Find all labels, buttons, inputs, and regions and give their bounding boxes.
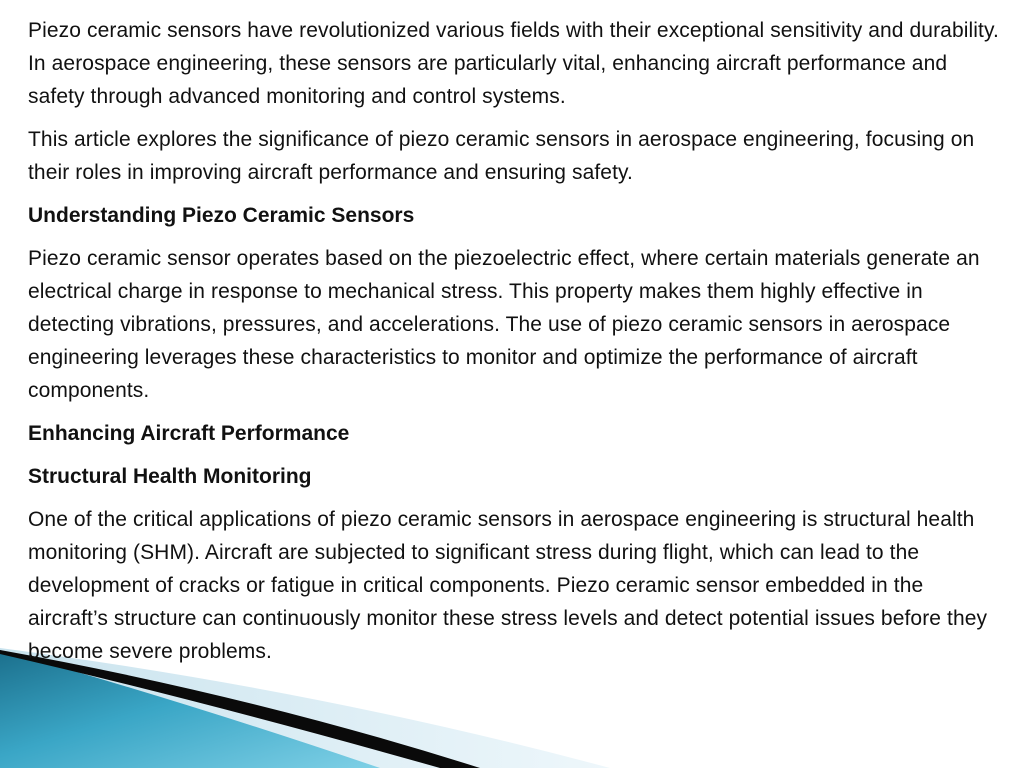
article-paragraph: This article explores the significance of piezo ceramic sensors in aerospace engineering, focusing on their roles in improving aircraft performance and ensuring safety. — [28, 128, 975, 184]
heading-understanding: Understanding Piezo Ceramic Sensors — [28, 204, 415, 227]
heading-performance: Enhancing Aircraft Performance — [28, 422, 350, 445]
slide-content — [28, 14, 1003, 678]
heading-shm: Structural Health Monitoring — [28, 465, 312, 488]
understanding-paragraph: Piezo ceramic sensor operates based on the piezoelectric effect, where certain materials generate an electrical charge in response to mechanical stress. This property makes them highly effective in detecting vibrations, pressures, and accelerations. The use of piezo ceramic sensors in aerospace engineering leverages these characteristics to monitor and optimize the performance of aircraft components. — [28, 247, 980, 402]
shm-paragraph: One of the critical applications of piezo ceramic sensors in aerospace engineering is structural health monitoring (SHM). Aircraft are subjected to significant stress during flight, which can lead to the development of cracks or fatigue in critical components. Piezo ceramic sensor embedded in the aircraft’s structure can continuously monitor these stress levels and detect potential issues before they become severe problems. — [28, 508, 988, 663]
intro-paragraph: Piezo ceramic sensors have revolutionized various fields with their exceptional sensitivity and durability. In aerospace engineering, these sensors are particularly vital, enhancing aircraft performance and safety through advanced monitoring and control systems. — [28, 19, 999, 108]
